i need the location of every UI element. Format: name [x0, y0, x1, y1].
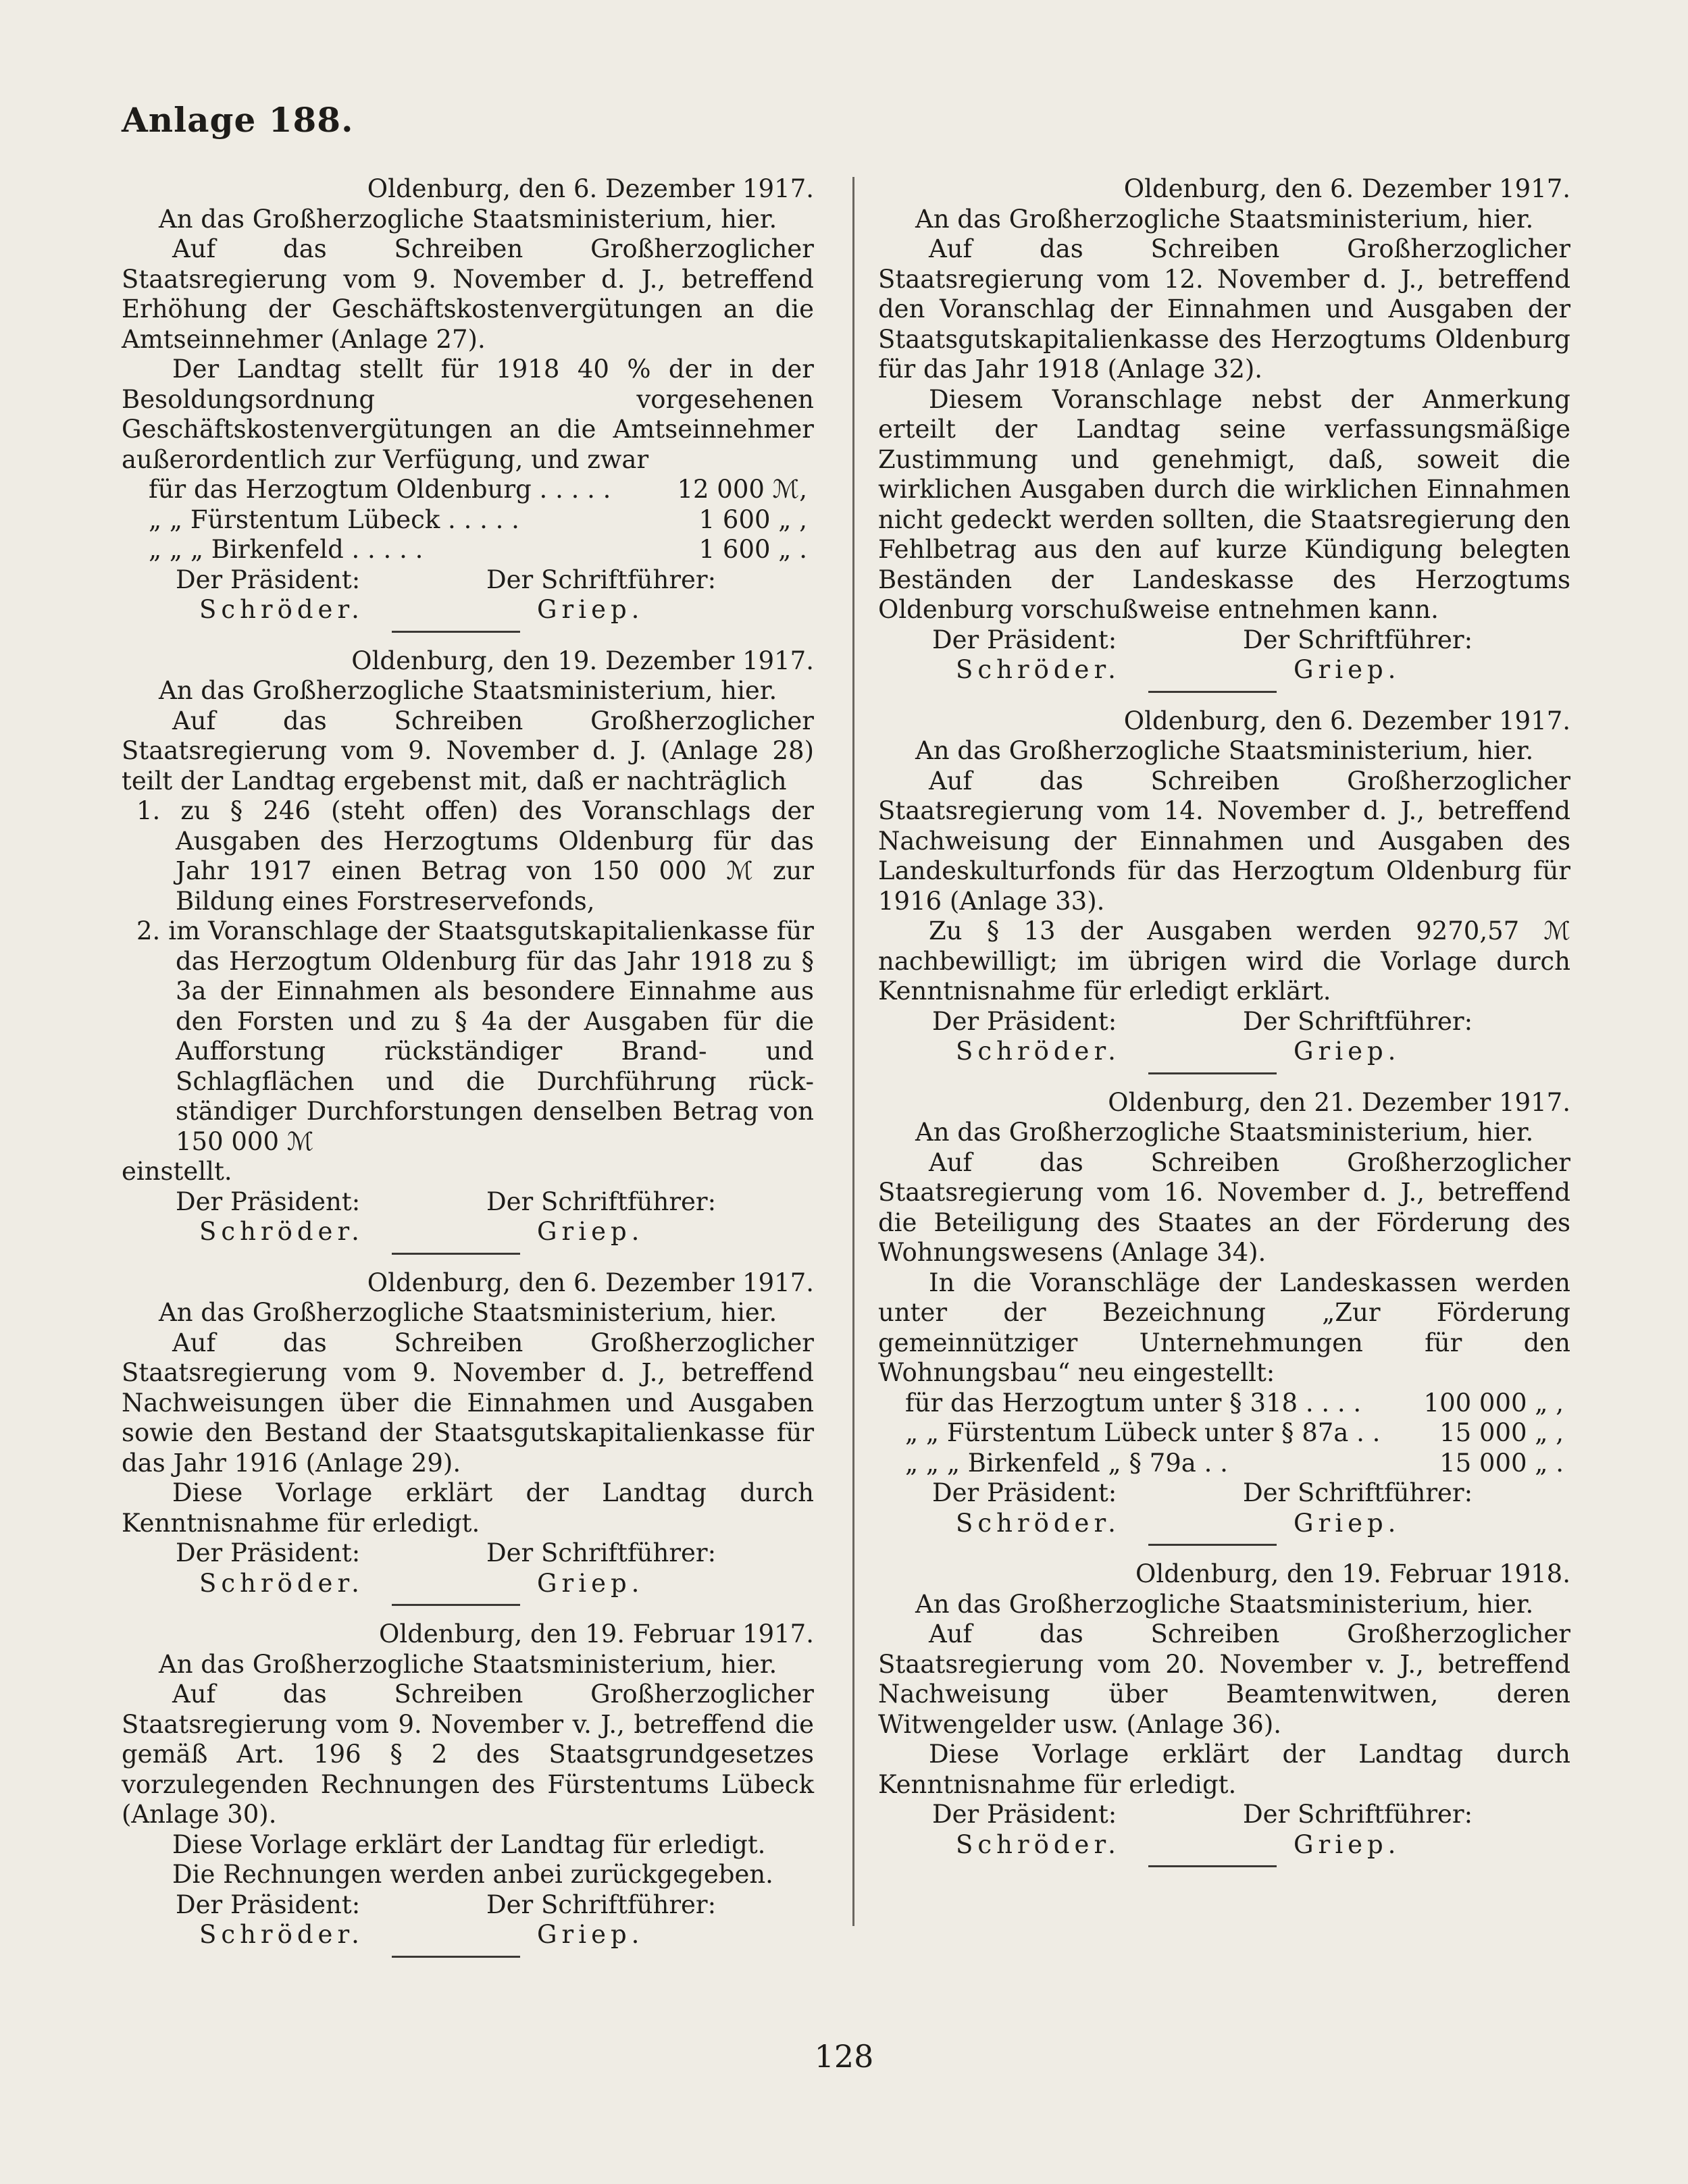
- right-column: [878, 174, 1570, 1881]
- allocation-amount: 100 000 „ ,: [1423, 1388, 1564, 1418]
- president-title: Der Präsident:: [176, 1890, 361, 1919]
- secretary-name: Griep.: [1294, 655, 1401, 684]
- secretary-title: Der Schriftführer:: [486, 1890, 717, 1919]
- entry-right-3: [878, 1088, 1570, 1546]
- allocation-label: für das Herzogtum unter § 318 . . . .: [905, 1388, 1362, 1418]
- entry-separator: [392, 631, 520, 633]
- allocation-label: für das Herzogtum Oldenburg . . . . .: [149, 475, 611, 504]
- signature-names: [878, 1830, 1570, 1861]
- president-title: Der Präsident:: [176, 1187, 361, 1216]
- entry-addressee: An das Großherzogliche Staatsministerium, hier.: [915, 1589, 1534, 1619]
- entry-left-2: [122, 646, 814, 1255]
- signature-titles: [122, 1187, 814, 1218]
- entry-date: Oldenburg, den 19. Dezember 1917.: [351, 646, 814, 675]
- allocation-label: „ „ „ Birkenfeld . . . . .: [149, 535, 424, 564]
- signature-titles: [878, 1800, 1570, 1830]
- entry-separator: [392, 1253, 520, 1255]
- president-name: Schröder.: [199, 1568, 364, 1598]
- signature-titles: [122, 565, 814, 596]
- entry-right-2: [878, 706, 1570, 1074]
- signature-names: [878, 1037, 1570, 1067]
- secretary-name: Griep.: [537, 1920, 644, 1949]
- entry-left-4: [122, 1619, 814, 1958]
- secretary-name: Griep.: [1294, 1508, 1401, 1538]
- secretary-title: Der Schriftführer:: [486, 1187, 717, 1216]
- entry-separator: [1148, 1865, 1277, 1867]
- allocation-label: „ „ Fürstentum Lübeck . . . . .: [149, 504, 519, 534]
- entry-paragraph: Diesem Voranschlage nebst der Anmerkung erteilt der Landtag seine verfassungsmäßige Zustimmung und genehmigt, daß, soweit die wirklichen Ausgaben durch die wirklichen Einnahmen nicht gedeckt werden sollten, die Staatsregierung den Fehlbetrag aus den auf kurze Kündigung belegten Beständen der Landeskasse des Herzogtums Oldenburg vorschußweise entnehmen kann.: [878, 384, 1570, 624]
- page-title: Anlage 188.: [122, 100, 354, 140]
- signature-names: [122, 1920, 814, 1950]
- allocation-amount: 1 600 „ ,: [698, 504, 807, 534]
- entry-paragraph: Auf das Schreiben Großherzoglicher Staatsregierung vom 9. November v. J., betreffend die gemäß Art. 196 § 2 des Staatsgrundgesetzes vorzulegenden Rechnungen des Fürstentums Lübeck (Anlage 30).: [122, 1680, 814, 1829]
- entry-right-1: [878, 174, 1570, 693]
- entry-paragraph: In die Voranschläge der Landeskassen werden unter der Bezeichnung „Zur Förderung gemeinnütziger Unternehmungen für den Wohnungsbau“ neu eingestellt:: [878, 1268, 1570, 1387]
- president-title: Der Präsident:: [176, 1538, 361, 1567]
- president-name: Schröder.: [199, 595, 364, 624]
- president-title: Der Präsident:: [932, 625, 1117, 654]
- secretary-name: Griep.: [537, 1217, 644, 1246]
- secretary-name: Griep.: [537, 595, 644, 624]
- president-title: Der Präsident:: [932, 1478, 1117, 1507]
- entry-paragraph: Auf das Schreiben Großherzoglicher Staatsregierung vom 14. November d. J., betreffend Nachweisung der Einnahmen und Ausgaben des Landeskulturfonds für das Herzogtum Oldenburg für 1916 (Anlage 33).: [878, 766, 1570, 916]
- entry-date: Oldenburg, den 6. Dezember 1917.: [367, 174, 814, 203]
- allocation-amount: 15 000 „ ,: [1439, 1418, 1564, 1447]
- entry-paragraph: Die Rechnungen werden anbei zurückgegeben.: [172, 1860, 773, 1889]
- entry-paragraph: Auf das Schreiben Großherzoglicher Staatsregierung vom 9. November d. J., betreffend Nachweisungen über die Einnahmen und Ausgaben sowie den Bestand der Staatsgutskapitalienkasse für das Jahr 1916 (Anlage 29).: [122, 1328, 814, 1478]
- entry-date: Oldenburg, den 6. Dezember 1917.: [1123, 706, 1570, 735]
- entry-separator: [1148, 1544, 1277, 1546]
- signature-names: [122, 595, 814, 625]
- secretary-title: Der Schriftführer:: [1243, 625, 1473, 654]
- entry-paragraph: Auf das Schreiben Großherzoglicher Staatsregierung vom 16. November d. J., betreffend die Beteiligung des Staates an der Förderung des Wohnungswesens (Anlage 34).: [878, 1147, 1570, 1267]
- signature-names: [122, 1569, 814, 1599]
- secretary-title: Der Schriftführer:: [1243, 1800, 1473, 1829]
- secretary-title: Der Schriftführer:: [1243, 1478, 1473, 1507]
- secretary-name: Griep.: [1294, 1037, 1401, 1066]
- signature-titles: [878, 1478, 1570, 1509]
- entry-paragraph: Der Landtag stellt für 1918 40 % der in der Besoldungsordnung vorgesehenen Geschäftskostenvergütungen an die Amtseinnehmer außerordentlich zur Verfügung, und zwar: [122, 355, 814, 474]
- secretary-title: Der Schriftführer:: [1243, 1006, 1473, 1036]
- entry-separator: [1148, 1072, 1277, 1074]
- president-name: Schröder.: [956, 1508, 1121, 1538]
- allocation-row: [878, 1449, 1570, 1479]
- entry-paragraph: Auf das Schreiben Großherzoglicher Staatsregierung vom 12. November d. J., betreffend den Voranschlag der Einnahmen und Ausgaben der Staatsgutskapitalienkasse des Herzogtums Oldenburg für das Jahr 1918 (Anlage 32).: [878, 234, 1570, 384]
- allocation-label: „ „ „ Birkenfeld „ § 79a . .: [905, 1448, 1228, 1478]
- signature-titles: [122, 1890, 814, 1921]
- allocation-row: [122, 475, 814, 505]
- secretary-title: Der Schriftführer:: [486, 565, 717, 594]
- entry-paragraph: Zu § 13 der Ausgaben werden 9270,57 ℳ nachbewilligt; im übrigen wird die Vorlage durch Kenntnisnahme für erledigt erklärt.: [878, 916, 1570, 1006]
- signature-titles: [122, 1538, 814, 1569]
- column-divider: [852, 177, 854, 1926]
- entry-paragraph: Auf das Schreiben Großherzoglicher Staatsregierung vom 9. November d. J. (Anlage 28) teilt der Landtag ergebenst mit, daß er nachträglich: [122, 706, 814, 796]
- secretary-name: Griep.: [1294, 1829, 1401, 1859]
- entry-separator: [392, 1956, 520, 1958]
- president-title: Der Präsident:: [932, 1800, 1117, 1829]
- president-name: Schröder.: [956, 655, 1121, 684]
- entry-separator: [1148, 691, 1277, 693]
- entry-addressee: An das Großherzogliche Staatsministerium, hier.: [915, 736, 1534, 765]
- president-name: Schröder.: [199, 1920, 364, 1949]
- entry-addressee: An das Großherzogliche Staatsministerium, hier.: [159, 1298, 777, 1327]
- entry-addressee: An das Großherzogliche Staatsministerium, hier.: [915, 1118, 1534, 1147]
- entry-date: Oldenburg, den 6. Dezember 1917.: [367, 1268, 814, 1297]
- signature-titles: [878, 1007, 1570, 1037]
- president-title: Der Präsident:: [176, 565, 361, 594]
- signature-names: [878, 1509, 1570, 1539]
- entry-date: Oldenburg, den 21. Dezember 1917.: [1108, 1087, 1570, 1117]
- entry-addressee: An das Großherzogliche Staatsministerium, hier.: [159, 676, 777, 705]
- entry-date: Oldenburg, den 6. Dezember 1917.: [1123, 174, 1570, 203]
- signature-names: [122, 1217, 814, 1247]
- entry-addressee: An das Großherzogliche Staatsministerium, hier.: [159, 1649, 777, 1679]
- signature-names: [878, 655, 1570, 685]
- secretary-title: Der Schriftführer:: [486, 1538, 717, 1567]
- allocation-label: „ „ Fürstentum Lübeck unter § 87a . .: [905, 1418, 1381, 1447]
- entry-paragraph: Diese Vorlage erklärt der Landtag durch Kenntnisnahme für erledigt.: [878, 1740, 1570, 1799]
- entry-paragraph: Auf das Schreiben Großherzoglicher Staatsregierung vom 9. November d. J., betreffend Erhöhung der Geschäftskostenvergütungen an die Amtseinnehmer (Anlage 27).: [122, 234, 814, 354]
- entry-paragraph: Diese Vorlage erklärt der Landtag durch Kenntnisnahme für erledigt.: [122, 1478, 814, 1538]
- entry-paragraph: Auf das Schreiben Großherzoglicher Staatsregierung vom 20. November v. J., betreffend Nachweisung über Beamtenwitwen, deren Witwengelder usw. (Anlage 36).: [878, 1619, 1570, 1739]
- allocation-row: [878, 1418, 1570, 1449]
- entry-paragraph: einstellt.: [122, 1157, 232, 1186]
- entry-paragraph: Diese Vorlage erklärt der Landtag für erledigt.: [172, 1829, 766, 1859]
- president-title: Der Präsident:: [932, 1006, 1117, 1036]
- president-name: Schröder.: [956, 1829, 1121, 1859]
- signature-titles: [878, 625, 1570, 656]
- allocation-amount: 12 000 ℳ,: [677, 475, 807, 504]
- entry-addressee: An das Großherzogliche Staatsministerium, hier.: [915, 204, 1534, 234]
- president-name: Schröder.: [956, 1037, 1121, 1066]
- secretary-name: Griep.: [537, 1568, 644, 1598]
- entry-date: Oldenburg, den 19. Februar 1917.: [379, 1619, 814, 1648]
- allocation-row: [122, 505, 814, 536]
- president-name: Schröder.: [199, 1217, 364, 1246]
- list-item: 2. im Voranschlage der Staatsgutskapitalienkasse für das Herzogtum Oldenburg für das Jahr 1918 zu § 3a der Einnahmen als besondere Einnahme aus den Forsten und zu § 4a der Ausgaben für die Aufforstung rückständiger Brand- und Schlagflächen und die Durchführung rückständiger Durchforstungen denselben Betrag von 150 000 ℳ: [136, 916, 814, 1156]
- allocation-row: [122, 535, 814, 565]
- left-column: [122, 174, 814, 1971]
- page-number: 128: [814, 2038, 874, 2075]
- entry-left-3: [122, 1268, 814, 1607]
- allocation-amount: 1 600 „ .: [698, 535, 807, 564]
- entry-date: Oldenburg, den 19. Februar 1918.: [1135, 1559, 1570, 1588]
- entry-addressee: An das Großherzogliche Staatsministerium, hier.: [159, 204, 777, 234]
- list-item: 1. zu § 246 (steht offen) des Voranschlags der Ausgaben des Herzogtums Oldenburg für das Jahr 1917 einen Betrag von 150 000 ℳ zur Bildung eines Forstreservefonds,: [136, 796, 814, 916]
- entry-separator: [392, 1604, 520, 1606]
- allocation-row: [878, 1388, 1570, 1419]
- entry-right-4: [878, 1559, 1570, 1867]
- entry-left-1: [122, 174, 814, 633]
- allocation-amount: 15 000 „ .: [1439, 1448, 1564, 1478]
